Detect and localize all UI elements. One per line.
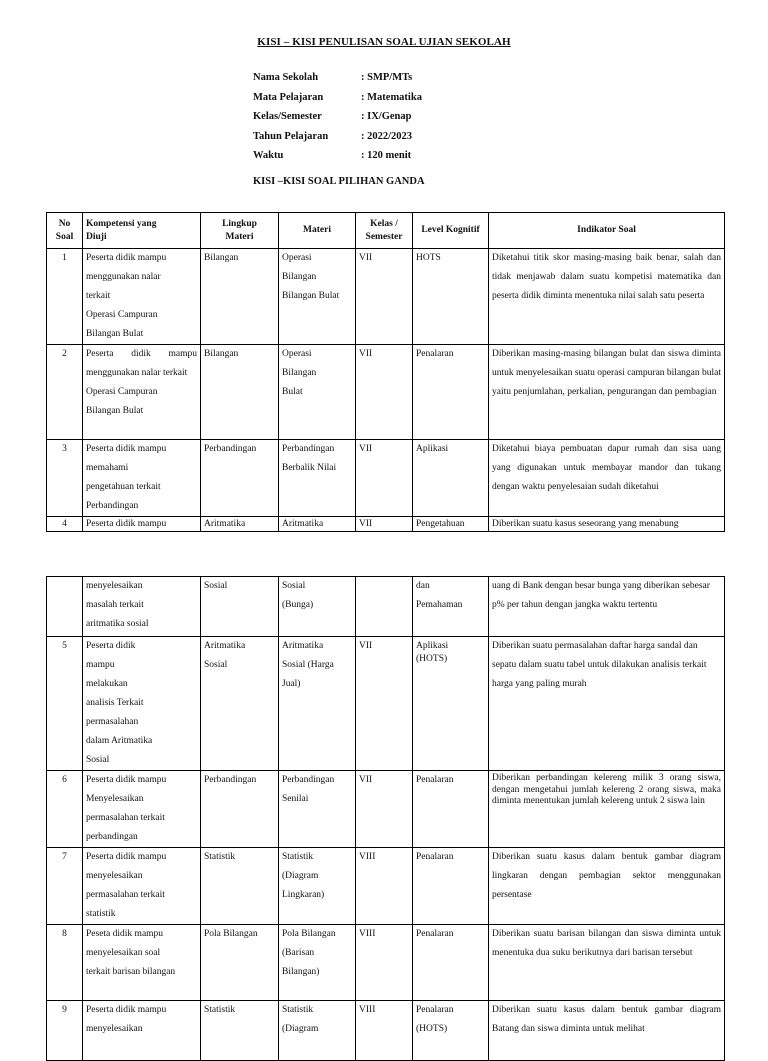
header-indikator: Indikator Soal [489, 213, 725, 249]
table-row [47, 637, 725, 771]
header-lingkup: Lingkup Materi [201, 213, 279, 249]
info-value: : IX/Genap [361, 111, 412, 122]
cell-indikator: Diketahui biaya pembuatan dapur rumah dan sisa uang yang digunakan untuk membayar mandor dan tukang dengan waktu penyelesaian sudah diketahui [489, 440, 725, 517]
info-row-subject [253, 92, 422, 112]
info-row-year [253, 131, 422, 151]
cell-level: Aplikasi (HOTS) [413, 637, 489, 771]
cell-materi: Statistik (Diagram [279, 1001, 356, 1061]
cell-lingkup: Aritmatika [201, 517, 279, 532]
cell-kompetensi: menyelesaikan masalah terkait aritmatika sosial [83, 577, 201, 637]
header-kompetensi: Kompetensi yang Diuji [83, 213, 201, 249]
cell-lingkup: Aritmatika Sosial [201, 637, 279, 771]
cell-kelas: VII [356, 345, 413, 440]
cell-kelas: VIII [356, 848, 413, 925]
info-label: Kelas/Semester [253, 111, 322, 122]
info-value: : SMP/MTs [361, 72, 413, 83]
cell-kelas: VII [356, 249, 413, 345]
cell-kompetensi: Peserta didik mampu [83, 517, 201, 532]
cell-level: Penalaran [413, 848, 489, 925]
cell-no: 4 [47, 517, 83, 532]
cell-materi: Pola Bilangan (Barisan Bilangan) [279, 925, 356, 1001]
cell-kompetensi: Peserta didik mampu Menyelesaikan permasalahan terkait perbandingan [83, 771, 201, 848]
grid-table-page2 [46, 576, 725, 1061]
cell-materi: Aritmatika [279, 517, 356, 532]
cell-materi: Aritmatika Sosial (Harga Jual) [279, 637, 356, 771]
info-label: Waktu [253, 150, 284, 161]
cell-kelas: VII [356, 440, 413, 517]
cell-materi: Operasi Bilangan Bilangan Bulat [279, 249, 356, 345]
cell-kompetensi: Peseta didik mampu menyelesaikan soal terkait barisan bilangan [83, 925, 201, 1001]
header-materi: Materi [279, 213, 356, 249]
table-row [47, 848, 725, 925]
cell-level: Pengetahuan [413, 517, 489, 532]
info-row-class [253, 111, 422, 131]
cell-materi: Perbandingan Berbalik Nilai [279, 440, 356, 517]
info-value: : 120 menit [361, 150, 412, 161]
cell-lingkup: Perbandingan [201, 771, 279, 848]
cell-level: Penalaran [413, 771, 489, 848]
table-row [47, 517, 725, 532]
cell-kompetensi: Peserta didik mampu menyelesaikan [83, 1001, 201, 1061]
cell-indikator: Diberikan suatu barisan bilangan dan siswa diminta untuk menentuka dua suku berikutnya dari barisan tersebut [489, 925, 725, 1001]
cell-lingkup: Pola Bilangan [201, 925, 279, 1001]
cell-kompetensi: Peserta didik mampu melakukan analisis Terkait permasalahan dalam Aritmatika Sosial [83, 637, 201, 771]
cell-no: 9 [47, 1001, 83, 1061]
cell-kelas: VII [356, 637, 413, 771]
cell-level: Penalaran (HOTS) [413, 1001, 489, 1061]
cell-level: dan Pemahaman [413, 577, 489, 637]
header-level: Level Kognitif [413, 213, 489, 249]
table-row [47, 577, 725, 637]
cell-lingkup: Bilangan [201, 345, 279, 440]
table-row [47, 249, 725, 345]
cell-lingkup: Statistik [201, 848, 279, 925]
cell-indikator: uang di Bank dengan besar bunga yang diberikan sebesar p% per tahun dengan jangka waktu tertentu [489, 577, 725, 637]
table-row [47, 771, 725, 848]
cell-kompetensi: Peserta didik mampu menyelesaikan permasalahan terkait statistik [83, 848, 201, 925]
cell-lingkup: Sosial [201, 577, 279, 637]
cell-level: Aplikasi [413, 440, 489, 517]
grid-table-page1 [46, 212, 725, 532]
info-label: Tahun Pelajaran [253, 130, 329, 142]
table-header-row [47, 213, 725, 249]
cell-materi: Perbandingan Senilai [279, 771, 356, 848]
cell-no: 1 [47, 249, 83, 345]
header-kelas: Kelas / Semester [356, 213, 413, 249]
cell-kelas: VIII [356, 925, 413, 1001]
cell-kelas: VII [356, 517, 413, 532]
cell-level: Penalaran [413, 925, 489, 1001]
cell-level: HOTS [413, 249, 489, 345]
info-value: : 2022/2023 [361, 130, 413, 142]
cell-no [47, 577, 83, 637]
table-row [47, 1001, 725, 1061]
cell-indikator: Diberikan suatu kasus seseorang yang menabung [489, 517, 725, 532]
cell-no: 3 [47, 440, 83, 517]
cell-lingkup: Statistik [201, 1001, 279, 1061]
cell-lingkup: Bilangan [201, 249, 279, 345]
cell-kompetensi: Peserta didik mampu menggunakan nalar terkait Operasi Campuran Bilangan Bulat [83, 345, 201, 440]
header-no: No Soal [47, 213, 83, 249]
cell-kelas [356, 577, 413, 637]
cell-no: 2 [47, 345, 83, 440]
cell-no: 5 [47, 637, 83, 771]
cell-materi: Sosial (Bunga) [279, 577, 356, 637]
cell-indikator: Diberikan suatu kasus dalam bentuk gambar diagram Batang dan siswa diminta untuk melihat [489, 1001, 725, 1061]
cell-indikator: Diberikan suatu permasalahan daftar harga sandal dan sepatu dalam suatu tabel untuk dilakukan analisis terkait harga yang paling murah [489, 637, 725, 771]
info-value: : Matematika [361, 91, 422, 103]
section-title: KISI –KISI SOAL PILIHAN GANDA [253, 176, 425, 187]
cell-indikator: Diberikan suatu kasus dalam bentuk gambar diagram lingkaran dengan pembagian sektor menggunakan persentase [489, 848, 725, 925]
table-row [47, 345, 725, 440]
info-row-time [253, 150, 422, 170]
cell-materi: Operasi Bilangan Bulat [279, 345, 356, 440]
cell-indikator: Diketahui titik skor masing-masing baik benar, salah dan tidak menjawab dalam suatu kompetisi matematika dan peserta didik diminta menentuka nilai salah satu peserta [489, 249, 725, 345]
cell-indikator: Diberikan perbandingan kelereng milik 3 orang siswa, dengan mengetahui jumlah kelereng 2 orang siswa, maka diminta menentukan jumlah kelereng untuk 2 siswa lain [489, 771, 725, 848]
cell-no: 8 [47, 925, 83, 1001]
info-row-school [253, 72, 422, 92]
cell-kelas: VIII [356, 1001, 413, 1061]
cell-kompetensi: Peserta didik mampu memahami pengetahuan terkait Perbandingan [83, 440, 201, 517]
cell-level: Penalaran [413, 345, 489, 440]
document-title: KISI – KISI PENULISAN SOAL UJIAN SEKOLAH [257, 36, 511, 48]
info-label: Nama Sekolah [253, 72, 319, 83]
cell-kompetensi: Peserta didik mampu menggunakan nalar terkait Operasi Campuran Bilangan Bulat [83, 249, 201, 345]
table-row [47, 440, 725, 517]
school-info [253, 72, 422, 170]
info-label: Mata Pelajaran [253, 91, 324, 103]
cell-materi: Statistik (Diagram Lingkaran) [279, 848, 356, 925]
cell-indikator: Diberikan masing-masing bilangan bulat dan siswa diminta untuk menyelesaikan suatu operasi campuran bilangan bulat yaitu penjumlahan, perkalian, pengurangan dan pembagian [489, 345, 725, 440]
cell-no: 7 [47, 848, 83, 925]
cell-lingkup: Perbandingan [201, 440, 279, 517]
table-row [47, 925, 725, 1001]
cell-no: 6 [47, 771, 83, 848]
cell-kelas: VII [356, 771, 413, 848]
